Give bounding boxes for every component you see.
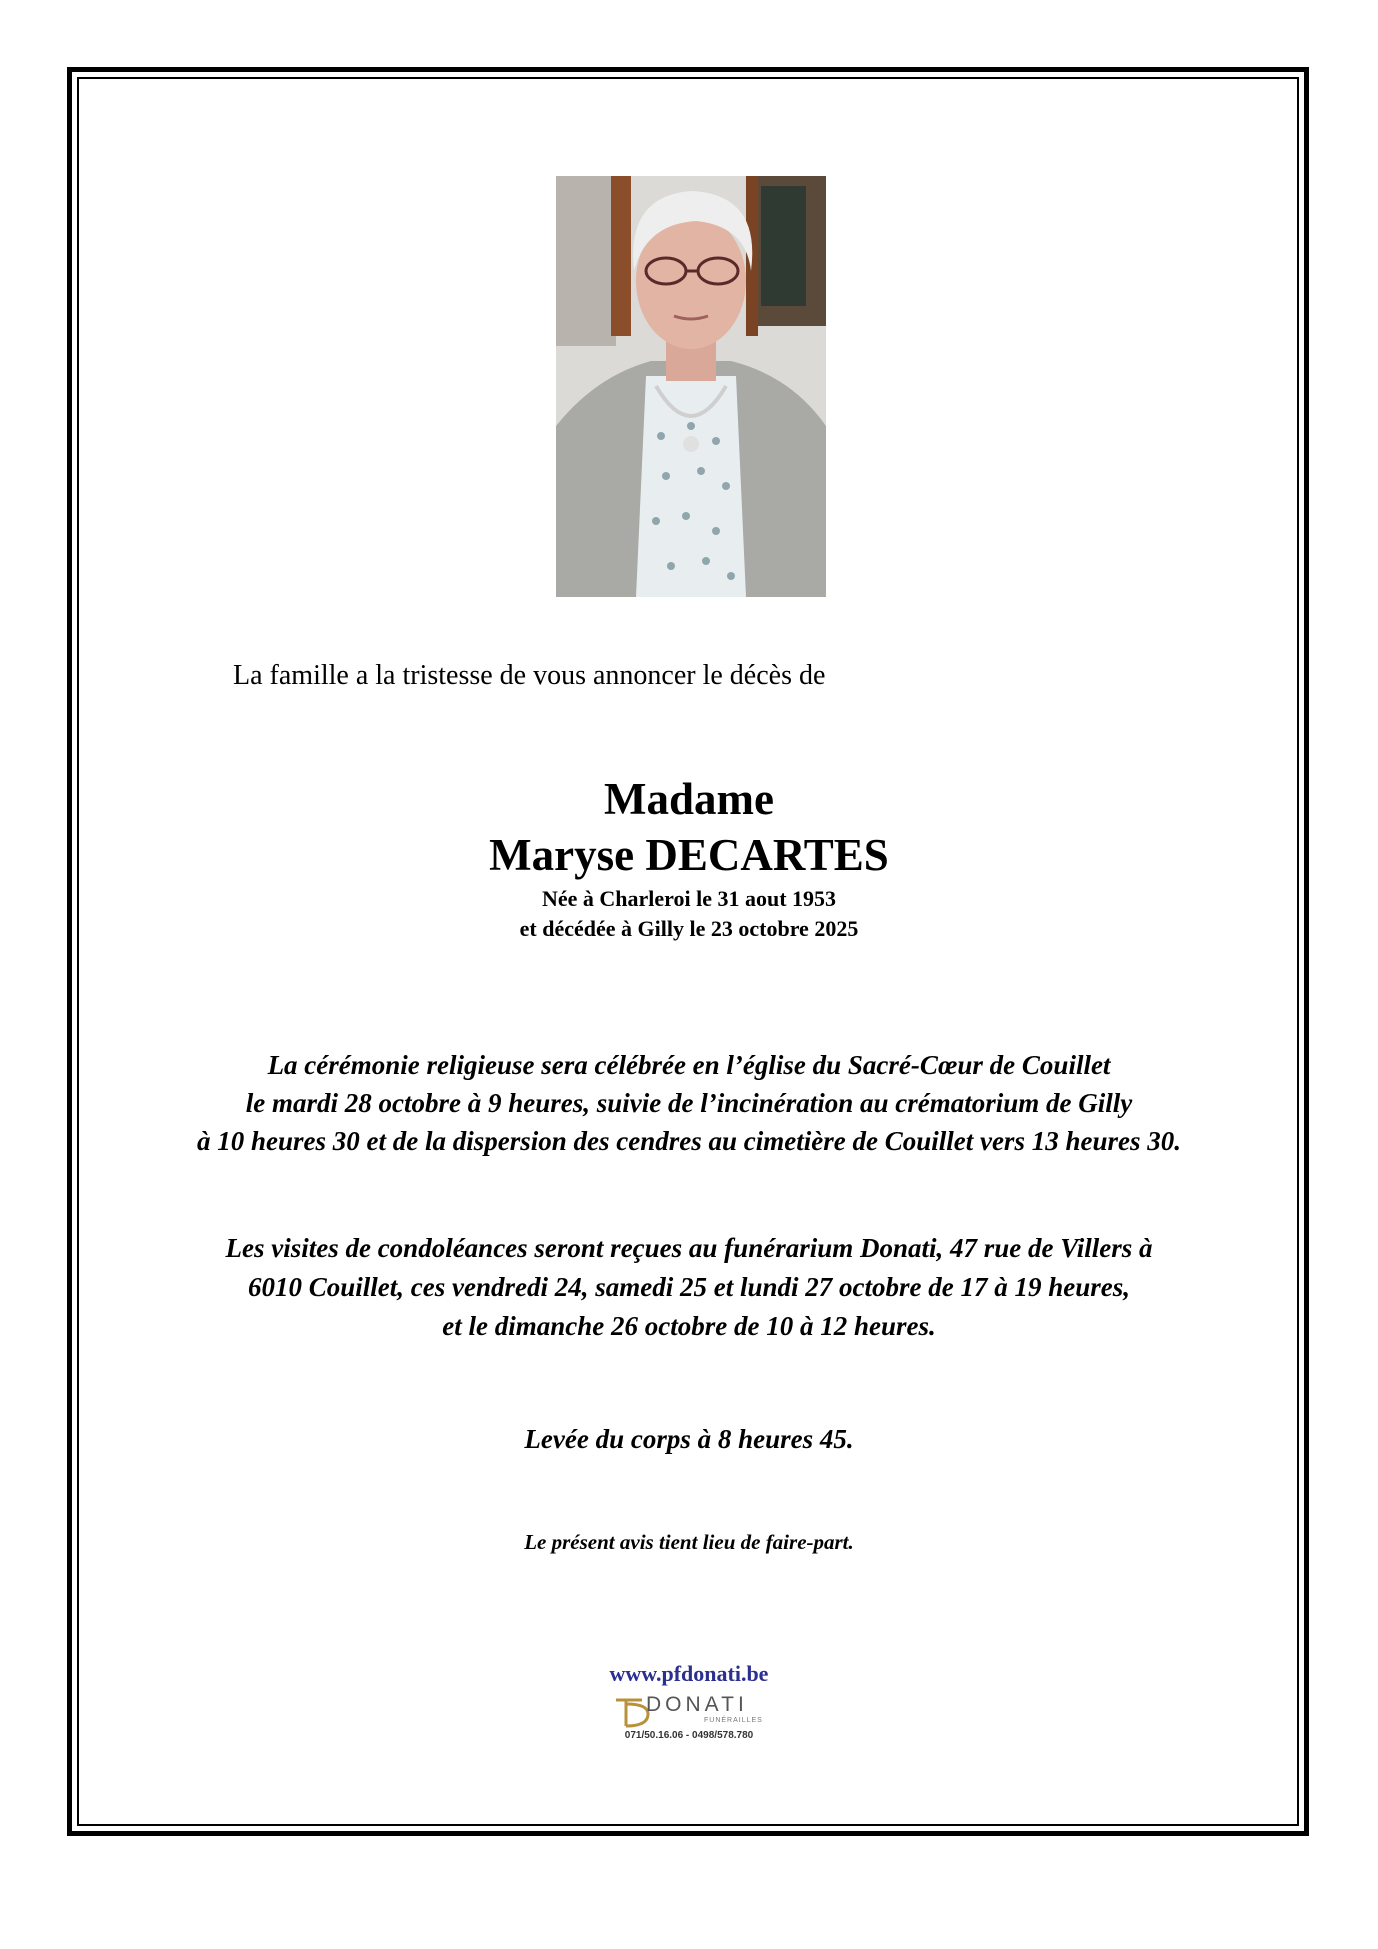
ceremony-line: le mardi 28 octobre à 9 heures, suivie de l’incinération au crématorium de Gilly	[245, 1088, 1133, 1118]
logo-name: DONATI	[646, 1693, 748, 1716]
visits-line: 6010 Couillet, ces vendredi 24, samedi 25 et lundi 27 octobre de 17 à 19 heures,	[248, 1272, 1130, 1302]
levee-line: Levée du corps à 8 heures 45.	[524, 1424, 854, 1454]
logo-subtitle: FUNÉRAILLES	[704, 1717, 763, 1724]
visits-line: et le dimanche 26 octobre de 10 à 12 heures.	[442, 1311, 936, 1341]
honorific: Madame	[604, 774, 774, 824]
ceremony-line: à 10 heures 30 et de la dispersion des cendres au cimetière de Couillet vers 13 heures 30.	[197, 1126, 1181, 1156]
ceremony-line: La cérémonie religieuse sera célébrée en l’église du Sacré-Cœur de Couillet	[267, 1050, 1111, 1080]
birth-line: Née à Charleroi le 31 aout 1953	[541, 886, 837, 911]
deceased-name: Maryse DECARTES	[489, 830, 889, 880]
portrait-photo	[556, 176, 826, 597]
visits-line: Les visites de condoléances seront reçues au funérarium Donati, 47 rue de Villers à	[225, 1233, 1153, 1263]
phone-numbers: 071/50.16.06 - 0498/578.780	[624, 1730, 754, 1741]
death-line: et décédée à Gilly le 23 octobre 2025	[519, 916, 859, 941]
faire-part-notice: Le présent avis tient lieu de faire-part.	[524, 1530, 854, 1554]
website-link[interactable]: www.pfdonati.be	[609, 1661, 769, 1686]
intro-text: La famille a la tristesse de vous annoncer le décès de	[233, 660, 826, 691]
